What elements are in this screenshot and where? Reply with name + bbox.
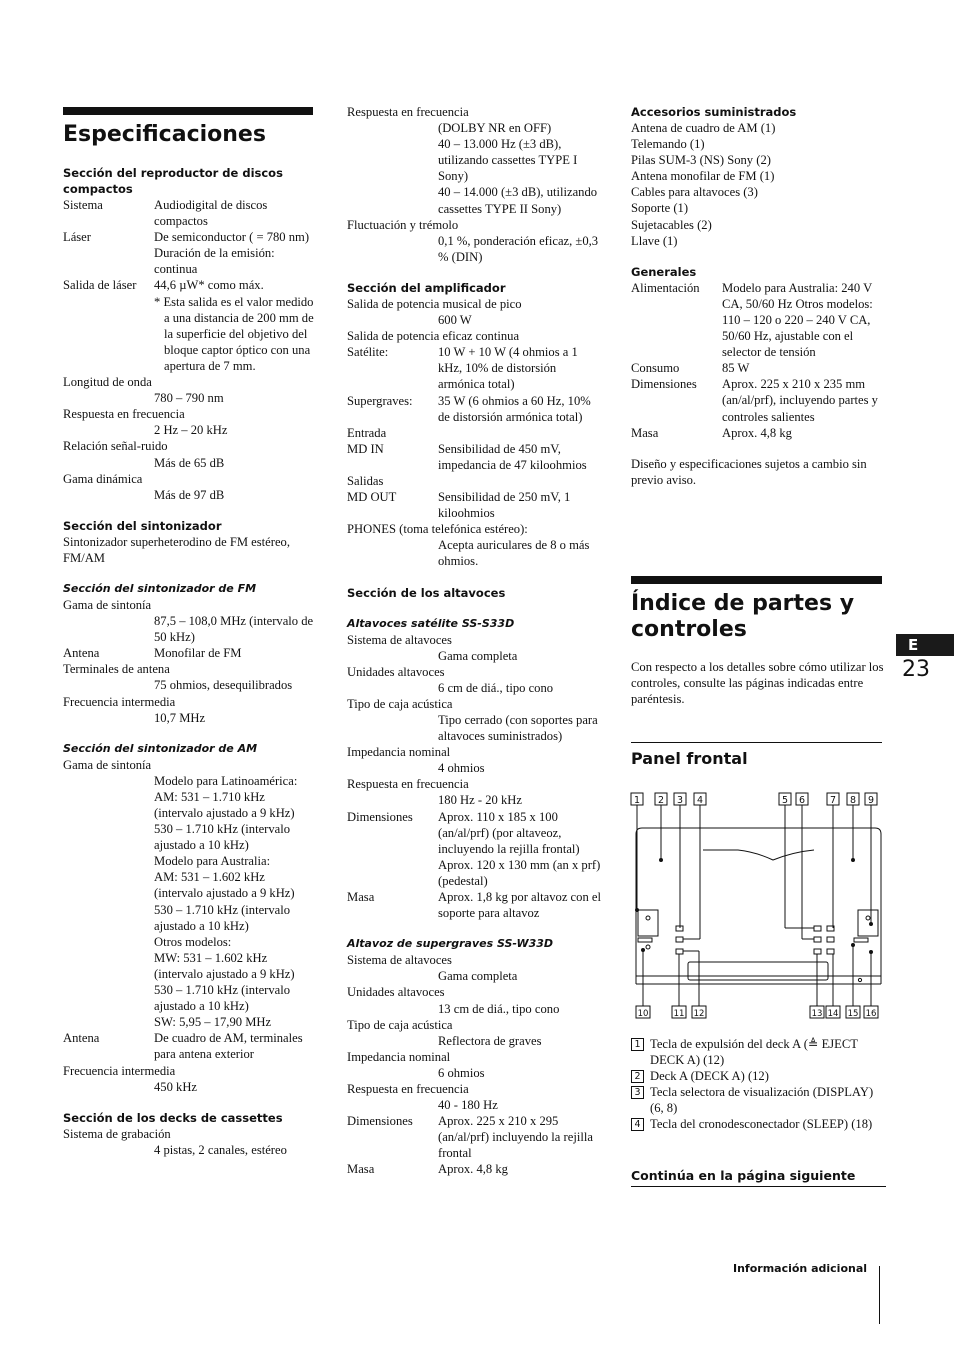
am-range-line: 530 – 1.710 kHz (intervalo ajustado a 10 kHz)	[154, 983, 291, 1014]
callout-7	[827, 793, 839, 806]
callout-1	[631, 793, 643, 806]
accessory-item: Pilas SUM-3 (NS) Sony (2)	[631, 153, 771, 168]
index-title: Índice de partes y controles	[631, 591, 855, 642]
spec-row: Consumo 85 W	[631, 361, 750, 376]
am-range-line: AM: 531 – 1.710 kHz (intervalo ajustado a 9 kHz)	[154, 789, 295, 820]
callout-8	[847, 793, 859, 806]
part-number: 2	[631, 1070, 644, 1083]
part-number: 4	[631, 1118, 644, 1131]
spec-label: Unidades altavoces	[347, 664, 445, 679]
accessory-item: Antena monofilar de FM (1)	[631, 169, 775, 184]
callout-15	[846, 1006, 860, 1019]
spec-row: Dimensiones Aprox. 225 x 210 x 235 mm (an/al/prf), incluyendo partes y controles salientes	[631, 377, 878, 424]
tuner-description: Sintonizador superheterodino de FM estéreo, FM/AM	[63, 534, 290, 565]
spec-row: Masa Aprox. 4,8 kg	[347, 1162, 508, 1177]
svg-text:3: 3	[676, 795, 684, 806]
section-heading-general: Generales	[631, 264, 697, 279]
part-text: Deck A (DECK A) (12)	[650, 1069, 769, 1084]
part-number: 3	[631, 1086, 644, 1099]
spec-value: 180 Hz - 20 kHz	[438, 793, 522, 808]
spec-label: Sistema de grabación	[63, 1126, 171, 1141]
spec-value: 4 pistas, 2 canales, estéreo	[154, 1142, 287, 1157]
svg-text:11: 11	[673, 1009, 685, 1019]
spec-label: Gama dinámica	[63, 471, 143, 486]
list-item	[631, 1116, 883, 1132]
spec-label: Salida de potencia musical de pico	[347, 296, 522, 311]
spec-value: Gama completa	[438, 648, 518, 663]
am-range-line: Modelo para Latinoamérica:	[154, 773, 298, 788]
section-heading-accessories: Accesorios suministrados	[631, 105, 797, 119]
front-panel-diagram	[628, 790, 886, 1022]
spec-value: 6 cm de diá., tipo cono	[438, 680, 554, 695]
callout-5	[779, 793, 791, 806]
freq-line: 40 – 14.000 (±3 dB), utilizando cassettes TYPE II Sony)	[438, 185, 598, 216]
accessory-item: Llave (1)	[631, 233, 678, 248]
svg-text:12: 12	[693, 1009, 705, 1019]
subsection-heading-am: Sección del sintonizador de AM	[63, 741, 258, 755]
svg-text:9: 9	[867, 795, 875, 806]
spec-row: Láser De semiconductor ( = 780 nm)	[63, 230, 310, 245]
spec-row: Alimentación Modelo para Australia: 240 V CA, 50/60 Hz Otros modelos: 110 – 120 o 220 – 240 V CA, 50/60 Hz, ajustable con el selector de tensión	[631, 280, 873, 360]
spec-label: Tipo de caja acústica	[347, 1017, 453, 1032]
spec-label: Sistema de altavoces	[347, 953, 452, 968]
am-range-line: Otros modelos:	[154, 934, 232, 949]
spec-label: Gama de sintonía	[63, 597, 152, 612]
list-item	[631, 1084, 883, 1116]
spec-row: MD OUT Sensibilidad de 250 mV, 1 kiloohmios	[347, 490, 571, 521]
panel-heading-rule	[631, 742, 882, 743]
parts-list	[631, 1036, 883, 1133]
spec-label: Gama de sintonía	[63, 757, 152, 772]
spec-value: 40 - 180 Hz	[438, 1098, 498, 1113]
column-3-specs	[631, 104, 883, 488]
subsection-heading-subwoofer: Altavoz de supergraves SS-W33D	[347, 937, 554, 951]
svg-text:15: 15	[847, 1009, 859, 1019]
intro-text: Con respecto a los detalles sobre cómo utilizar los controles, consulte las páginas indicadas entre paréntesis.	[631, 660, 884, 707]
spec-row: Salida de láser 44,6 µW* como máx.	[63, 278, 264, 293]
column-1	[63, 165, 315, 1158]
language-tab: E	[896, 634, 954, 656]
section-heading-tuner: Sección del sintonizador	[63, 518, 222, 533]
spec-value: 13 cm de diá., tipo cono	[438, 1001, 560, 1016]
list-item	[631, 1036, 883, 1068]
callout-11	[672, 1006, 686, 1019]
spec-label: Relación señal-ruido	[63, 439, 168, 454]
section-heading-deck: Sección de los decks de cassettes	[63, 1110, 283, 1125]
index-intro	[631, 659, 886, 707]
callout-12	[692, 1006, 706, 1019]
spec-value: Más de 65 dB	[154, 455, 225, 470]
freq-line: (DOLBY NR en OFF)	[438, 121, 552, 136]
am-range-line: MW: 531 – 1.602 kHz (intervalo ajustado a 9 kHz)	[154, 950, 295, 981]
part-number: 1	[631, 1038, 644, 1051]
callout-14	[826, 1006, 840, 1019]
accessory-item: Telemando (1)	[631, 137, 705, 152]
spec-value: 87,5 – 108,0 MHz (intervalo de 50 kHz)	[154, 614, 314, 645]
accessory-item: Antena de cuadro de AM (1)	[631, 121, 776, 135]
svg-text:1: 1	[633, 795, 641, 806]
footer-rule	[879, 1266, 880, 1324]
spec-label: Unidades altavoces	[347, 985, 445, 1000]
callout-13	[810, 1006, 824, 1019]
spec-label: Respuesta en frecuencia	[347, 777, 469, 792]
spec-label: Frecuencia intermedia	[63, 1063, 176, 1078]
laser-duration: Duración de la emisión: continua	[154, 246, 275, 277]
svg-text:8: 8	[849, 795, 857, 806]
spec-label: Respuesta en frecuencia	[347, 105, 469, 119]
spec-value: 4 ohmios	[438, 761, 485, 776]
callout-16	[864, 1006, 878, 1019]
spec-label: Tipo de caja acústica	[347, 696, 453, 711]
panel-heading: Panel frontal	[631, 749, 748, 768]
page-title: Especificaciones	[63, 122, 266, 147]
svg-text:5: 5	[781, 795, 789, 806]
spec-value: Más de 97 dB	[154, 487, 225, 502]
column-2	[347, 104, 602, 1178]
unit-outline	[636, 828, 881, 984]
laser-footnote: * Esta salida es el valor medido a una distancia de 200 mm de la superficie del objetivo del bloque captor óptico con una apertura de 7 mm.	[154, 294, 314, 373]
spec-row: Dimensiones Aprox. 225 x 210 x 295 (an/al/prf) incluyendo la rejilla frontal	[347, 1114, 593, 1161]
accessory-item: Cables para altavoces (3)	[631, 185, 758, 200]
spec-label: Impedancia nominal	[347, 745, 451, 760]
svg-text:7: 7	[829, 795, 837, 806]
section-heading-amplifier: Sección del amplificador	[347, 280, 506, 295]
svg-text:2: 2	[657, 795, 665, 806]
svg-text:10: 10	[637, 1009, 649, 1019]
title-rule-especificaciones	[63, 107, 313, 115]
spec-label: Frecuencia intermedia	[63, 694, 176, 709]
spec-row: Masa Aprox. 4,8 kg	[631, 425, 792, 440]
spec-label: Fluctuación y trémolo	[347, 217, 459, 232]
am-range-line: 530 – 1.710 kHz (intervalo ajustado a 10 kHz)	[154, 822, 291, 853]
callout-2	[655, 793, 667, 806]
accessory-item: Sujetacables (2)	[631, 217, 712, 232]
spec-value: Reflectora de graves	[438, 1033, 542, 1048]
spec-label: Longitud de onda	[63, 375, 152, 390]
part-text: Tecla selectora de visualización (DISPLAY) (6, 8)	[650, 1085, 874, 1116]
spec-value: Tipo cerrado (con soportes para altavoces suministrados)	[438, 713, 598, 744]
continued-note: Continúa en la página siguiente	[631, 1168, 856, 1183]
callout-6	[796, 793, 808, 806]
continued-rule	[631, 1186, 886, 1187]
freq-line: 40 – 13.000 Hz (±3 dB), utilizando cassettes TYPE I Sony)	[438, 137, 578, 184]
svg-text:16: 16	[865, 1009, 877, 1019]
spec-label: Sistema de altavoces	[347, 632, 452, 647]
spec-row: Dimensiones Aprox. 110 x 185 x 100 (an/al/prf) (por altaveoz, incluyendo la rejilla frontal) Aprox. 120 x 130 mm (an x prf) (pedestal)	[347, 809, 601, 888]
spec-row: MD IN Sensibilidad de 450 mV, impedancia de 47 kiloohmios	[347, 441, 587, 472]
spec-value: 450 kHz	[154, 1079, 198, 1094]
am-range-line: 530 – 1.710 kHz (intervalo ajustado a 10 kHz)	[154, 902, 291, 933]
spec-value: 0,1 %, ponderación eficaz, ±0,3 % (DIN)	[438, 233, 599, 264]
section-heading-speakers: Sección de los altavoces	[347, 585, 506, 600]
svg-text:14: 14	[827, 1009, 839, 1019]
spec-value: 600 W	[438, 313, 472, 328]
spec-label: Terminales de antena	[63, 662, 170, 677]
spec-value: 6 ohmios	[438, 1065, 485, 1080]
accessory-item: Soporte (1)	[631, 201, 689, 216]
svg-text:13: 13	[811, 1009, 823, 1019]
spec-row: Antena Monofilar de FM	[63, 646, 242, 661]
spec-value: Gama completa	[438, 969, 518, 984]
spec-row: Satélite: 10 W + 10 W (4 ohmios a 1 kHz, 10% de distorsión armónica total)	[347, 345, 578, 392]
svg-text:6: 6	[798, 795, 806, 806]
am-range-line: Modelo para Australia:	[154, 854, 271, 869]
callout-10	[636, 1006, 650, 1019]
footer-section-label: Información adicional	[733, 1262, 868, 1275]
spec-value: 2 Hz – 20 kHz	[154, 423, 228, 438]
spec-label: Impedancia nominal	[347, 1049, 451, 1064]
subsection-heading-satellite: Altavoces satélite SS-S33D	[347, 616, 515, 630]
list-item	[631, 1068, 883, 1084]
spec-row: Supergraves: 35 W (6 ohmios a 60 Hz, 10% de distorsión armónica total)	[347, 393, 591, 424]
am-range-line: AM: 531 – 1.602 kHz (intervalo ajustado a 9 kHz)	[154, 870, 295, 901]
callout-3	[674, 793, 686, 806]
section-heading-cd: Sección del reproductor de discos compactos	[63, 166, 283, 196]
page-number: 23	[902, 657, 930, 682]
spec-label: Respuesta en frecuencia	[347, 1081, 469, 1096]
part-text: Tecla del cronodesconectador (SLEEP) (18)	[650, 1117, 873, 1132]
spec-value: 75 ohmios, desequilibrados	[154, 678, 293, 693]
am-range-line: SW: 5,95 – 17,90 MHz	[154, 1015, 272, 1030]
freq-response-list	[347, 120, 602, 217]
callout-9	[865, 793, 877, 806]
spec-label: Respuesta en frecuencia	[63, 407, 185, 422]
spec-value: 780 – 790 nm	[154, 391, 224, 406]
spec-label: Salida de potencia eficaz continua	[347, 329, 520, 344]
callout-4	[694, 793, 706, 806]
spec-value: 10,7 MHz	[154, 710, 206, 725]
spec-row: Antena De cuadro de AM, terminales para antena exterior	[63, 1031, 303, 1062]
am-range-list	[63, 773, 315, 1031]
svg-text:4: 4	[696, 795, 704, 806]
spec-label: Entrada	[347, 425, 387, 440]
spec-row: Masa Aprox. 1,8 kg por altavoz con el soporte para altavoz	[347, 890, 601, 921]
subsection-heading-fm: Sección del sintonizador de FM	[63, 581, 257, 595]
part-text: Tecla de expulsión del deck A (≜ EJECT DECK A) (12)	[650, 1037, 858, 1068]
title-rule-indice	[631, 576, 882, 584]
disclaimer: Diseño y especificaciones sujetos a cambio sin previo aviso.	[631, 456, 867, 487]
spec-label: Salidas	[347, 473, 384, 488]
spec-row: Sistema Audiodigital de discos compactos	[63, 198, 268, 229]
spec-label: PHONES (toma telefónica estéreo):	[347, 522, 528, 537]
spec-value: Acepta auriculares de 8 o más ohmios.	[438, 538, 590, 569]
